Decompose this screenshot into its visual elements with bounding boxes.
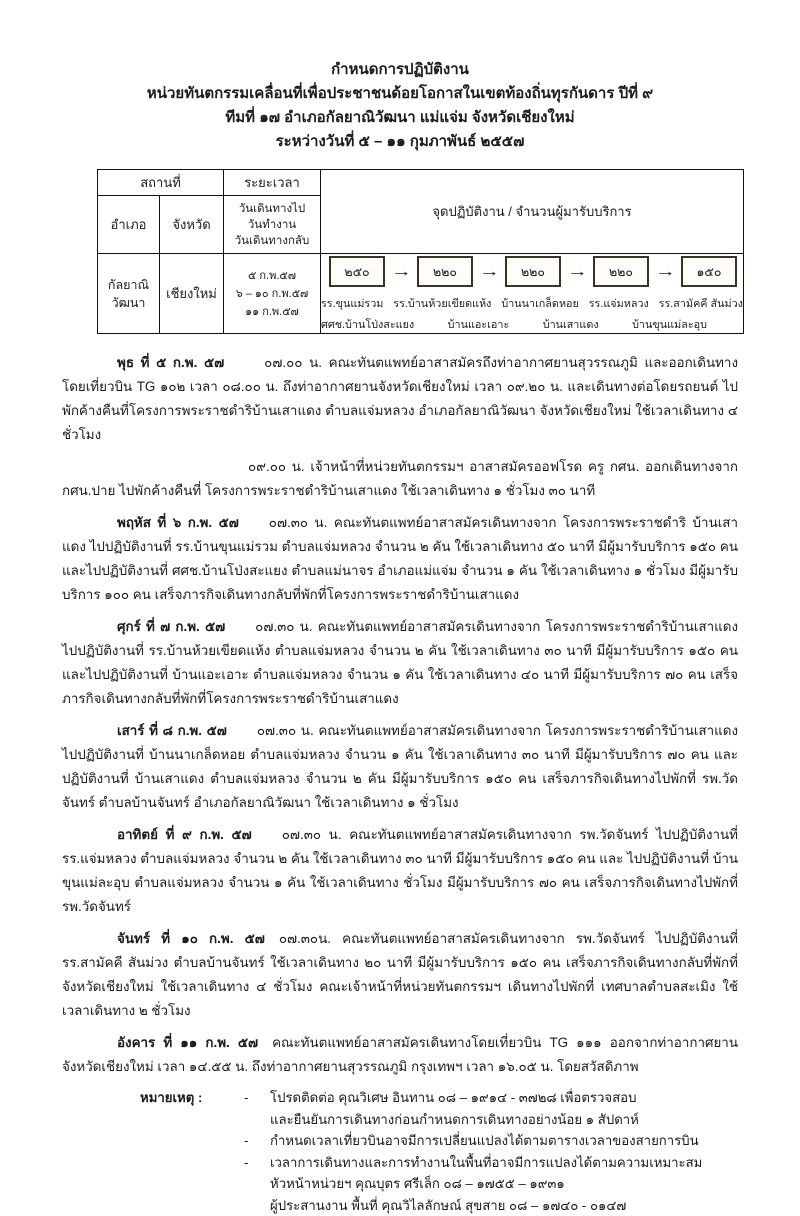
location-label: รร.บ้านห้วยเขียดแห้ง: [393, 295, 491, 312]
date-return: ๑๑ ก.พ.๕๗: [224, 303, 320, 321]
note-unit-head-contact: หัวหน้าหน่วยฯ คุณบุตร ศรีเล็ก ๐๘ – ๑๗๕๕ – ๑๙๓๑: [270, 1173, 702, 1195]
table-header-duration: ระยะเวลา: [224, 170, 321, 196]
table-header-duration-sub: [224, 196, 321, 254]
dash-bullet: -: [244, 1130, 270, 1152]
patient-count-box: ๒๕๐: [329, 256, 385, 287]
document-subtitle-team: ทีมที่ ๑๗ อำเภอกัลยาณิวัฒนา แม่แจ่ม จังหวัดเชียงใหม่: [62, 106, 738, 130]
note-contact-line2: และยืนยันการเดินทางก่อนกำหนดการเดินทางอย่างน้อย ๑ สัปดาห์: [270, 1109, 639, 1131]
duration-sub-return: วันเดินทางกลับ: [224, 233, 320, 249]
schedule-paragraph-mon: [62, 927, 738, 1023]
district-line1: กัลยาณิ: [98, 276, 159, 294]
notes-body: [244, 1087, 702, 1216]
day-label: ศุกร์ ที่ ๗ ก.พ. ๕๗: [117, 619, 225, 634]
patient-count-flow: [321, 254, 743, 287]
schedule-paragraph-wed-cont: [62, 455, 738, 503]
schedule-paragraph-sat: [62, 719, 738, 815]
location-label: รร.สามัคคี สันม่วง: [659, 295, 743, 312]
day-body: ๐๗.๓๐ น. คณะทันตแพทย์อาสาสมัครเดินทางจาก โครงการพระราชดำริบ้านเสาแดง ไปปฏิบัติงานที่ บ้านนาเกล็ดหอย ตำบลแจ่มหลวง จำนวน ๑ คัน ใช้เวลาเดินทาง ๓๐ นาที มีผู้มารับบริการ ๗๐ คน และปฏิบัติงานที่ บ้านเสาแดง ตำบลแจ่มหลวง จำนวน ๒ คัน มีผู้มารับบริการ ๑๕๐ คน เสร็จภารกิจเดินทางไปพักที่ รพ.วัดจันทร์ ตำบลบ้านจันทร์ อำเภอกัลยาณิวัฒนา ใช้เวลาเดินทาง ๑ ชั่วโมง: [62, 723, 738, 810]
note-text: [270, 1152, 702, 1216]
note-item-flight: [244, 1130, 702, 1152]
day-label: เสาร์ ที่ ๘ ก.พ. ๕๗: [117, 723, 227, 738]
patient-count-box: ๒๒๐: [505, 256, 561, 287]
day-label: อาทิตย์ ที่ ๙ ก.พ. ๕๗: [117, 827, 252, 842]
note-contact-line1: โปรดติดต่อ คุณวิเศษ อินทาน ๐๘ – ๑๙๑๔ - ๓๗๒๘ เพื่อตรวจสอบ: [270, 1087, 639, 1109]
duration-sub-outbound: วันเดินทางไป: [224, 201, 320, 217]
schedule-paragraph-tue: [62, 1031, 738, 1079]
day-body: ๐๗.๐๐ น. คณะทันตแพทย์อาสาสมัครถึงท่าอากาศยานสุวรรณภูมิ และออกเดินทางโดยเที่ยวบิน TG ๑๐๒ เวลา ๐๘.๐๐ น. ถึงท่าอากาศยานจังหวัดเชียงใหม่ เวลา ๐๙.๒๐ น. และเดินทางต่อโดยรถยนต์ ไปพักค้างคืนที่โครงการพระราชดำริบ้านเสาแดง ตำบลแจ่มหลวง อำเภอกัลยาณิวัฒนา จังหวัดเชียงใหม่ ใช้เวลาเดินทาง ๔ ชั่วโมง: [62, 355, 738, 442]
cell-service-points: [321, 254, 744, 334]
duration-sub-workdays: วันทำงาน: [224, 217, 320, 233]
arrow-right-icon: →: [391, 263, 412, 280]
table-header-location: สถานที่: [98, 170, 224, 196]
day-body: ๐๗.๓๐ น. คณะทันตแพทย์อาสาสมัครเดินทางจาก โครงการพระราชดำริบ้านเสาแดง ไปปฏิบัติงานที่ รร.บ้านห้วยเขียดแห้ง ตำบลแจ่มหลวง จำนวน ๒ คัน ใช้เวลาเดินทาง ๓๐ นาที มีผู้มารับบริการ ๑๕๐ คน และไปปฏิบัติงานที่ บ้านแอะเอาะ ตำบลแจ่มหลวง จำนวน ๑ คัน ใช้เวลาเดินทาง ๔๐ นาที มีผู้มารับบริการ ๗๐ คน เสร็จภารกิจเดินทางกลับที่พักที่โครงการพระราชดำริบ้านเสาแดง: [62, 619, 738, 706]
table-header-province: จังหวัด: [160, 196, 224, 254]
dash-bullet: -: [244, 1152, 270, 1216]
day-label: อังคาร ที่ ๑๑ ก.พ. ๕๗: [117, 1035, 258, 1050]
schedule-paragraph-fri: [62, 615, 738, 711]
patient-count-box: ๒๒๐: [417, 256, 473, 287]
location-label: รร.แจ่มหลวง: [589, 295, 649, 312]
patient-count-box: ๑๕๐: [681, 256, 737, 287]
day-body: ๐๙.๐๐ น. เจ้าหน้าที่หน่วยทันตกรรมฯ อาสาสมัครออฟโรด ครู กศน. ออกเดินทางจาก กศน.ปาย ไปพักค้างคืนที่ โครงการพระราชดำริบ้านเสาแดง ใช้เวลาเดินทาง ๑ ชั่วโมง ๓๐ นาที: [62, 459, 738, 498]
schedule-paragraph-sun: [62, 823, 738, 919]
date-workdays: ๖ – ๑๐ ก.พ.๕๗: [224, 285, 320, 303]
service-locations-line1: [321, 295, 743, 312]
notes-section: [62, 1087, 738, 1216]
arrow-right-icon: →: [479, 263, 500, 280]
service-locations-line2: [321, 316, 743, 333]
date-outbound: ๕ ก.พ.๕๗: [224, 267, 320, 285]
day-label: จันทร์ ที่ ๑๐ ก.พ. ๕๗: [117, 931, 265, 946]
cell-district: [98, 254, 160, 334]
day-body: คณะทันตแพทย์อาสาสมัครเดินทางโดยเที่ยวบิน TG ๑๑๑ ออกจากท่าอากาศยานจังหวัดเชียงใหม่ เวลา ๑๔.๕๕ น. ถึงท่าอากาศยานสุวรรณภูมิ กรุงเทพฯ เวลา ๑๖.๐๕ น. โดยสวัสดิภาพ: [62, 1035, 738, 1074]
document-title-block: [62, 58, 738, 154]
notes-label: หมายเหตุ :: [140, 1087, 226, 1216]
note-coordinator-contact: ผู้ประสานงาน พื้นที่ คุณวิไลลักษณ์ สุขสาย ๐๘ – ๑๗๔๐ - ๐๑๔๗: [270, 1195, 702, 1216]
daily-schedule: [62, 351, 738, 1079]
note-timing-line1: เวลาการเดินทางและการทำงานในพื้นที่อาจมีการแปลงได้ตามความเหมาะสม: [270, 1152, 702, 1174]
schedule-table: [97, 169, 744, 334]
document-subtitle-dates: ระหว่างวันที่ ๕ – ๑๑ กุมภาพันธ์ ๒๕๕๗: [62, 130, 738, 154]
document-title: กำหนดการปฏิบัติงาน: [62, 58, 738, 82]
district-line2: วัฒนา: [98, 294, 159, 312]
location-label: ศศช.บ้านโป่งสะแยง: [321, 316, 414, 333]
note-text: [270, 1130, 699, 1152]
location-label: บ้านนาเกล็ดหอย: [501, 295, 579, 312]
schedule-paragraph-thu: [62, 511, 738, 607]
table-header-service-point: จุดปฏิบัติงาน / จำนวนผู้มารับบริการ: [321, 170, 744, 254]
note-item-timing: [244, 1152, 702, 1216]
day-body: ๐๗.๓๐ น. คณะทันตแพทย์อาสาสมัครเดินทางจาก รพ.วัดจันทร์ ไปปฏิบัติงานที่ รร.แจ่มหลวง ตำบลแจ่มหลวง จำนวน ๒ คัน ใช้เวลาเดินทาง ๓๐ นาที มีผู้มารับบริการ ๑๕๐ คน และ ไปปฏิบัติงานที่ บ้านขุนแม่ละอุบ ตำบลแจ่มหลวง จำนวน ๑ คัน ใช้เวลาเดินทาง ชั่วโมง มีผู้มารับบริการ ๗๐ คน เสร็จภารกิจเดินทางไปพักที่ รพ.วัดจันทร์: [62, 827, 738, 914]
cell-province: เชียงใหม่: [160, 254, 224, 334]
cell-dates: [224, 254, 321, 334]
location-label: บ้านขุนแม่ละอุบ: [632, 316, 707, 333]
day-label: พฤหัส ที่ ๖ ก.พ. ๕๗: [117, 515, 239, 530]
arrow-right-icon: →: [567, 263, 588, 280]
note-text: [270, 1087, 639, 1130]
location-label: รร.ขุนแม่รวม: [321, 295, 383, 312]
schedule-paragraph-wed: [62, 351, 738, 447]
note-flight-line1: กำหนดเวลาเที่ยวบินอาจมีการเปลี่ยนแปลงได้ตามตารางเวลาของสายการบิน: [270, 1130, 699, 1152]
day-body: ๐๗.๓๐ น. คณะทันตแพทย์อาสาสมัครเดินทางจาก โครงการพระราชดำริ บ้านเสาแดง ไปปฏิบัติงานที่ รร.บ้านขุนแม่รวม ตำบลแจ่มหลวง จำนวน ๒ คัน ใช้เวลาเดินทาง ๕๐ นาที มีผู้มารับบริการ ๑๕๐ คน และไปปฏิบัติงานที่ ศศช.บ้านโป่งสะแยง ตำบลแม่นาจร อำเภอแม่แจ่ม จำนวน ๑ คัน ใช้เวลาเดินทาง ๑ ชั่วโมง มีผู้มารับบริการ ๑๐๐ คน เสร็จภารกิจเดินทางกลับที่พักที่โครงการพระราชดำริบ้านเสาแดง: [62, 515, 738, 602]
patient-count-box: ๒๒๐: [593, 256, 649, 287]
day-label: พุธ ที่ ๕ ก.พ. ๕๗: [117, 355, 224, 370]
location-label: บ้านแอะเอาะ: [448, 316, 510, 333]
note-item-contact: [244, 1087, 702, 1130]
arrow-right-icon: →: [655, 263, 676, 280]
location-label: บ้านเสาแดง: [543, 316, 599, 333]
document-subtitle-unit: หน่วยทันตกรรมเคลื่อนที่เพื่อประชาชนด้อยโอกาสในเขตท้องถิ่นทุรกันดาร ปีที่ ๙: [62, 82, 738, 106]
table-row: [98, 254, 744, 334]
table-header-district: อำเภอ: [98, 196, 160, 254]
dash-bullet: -: [244, 1087, 270, 1130]
day-body: ๐๗.๓๐น. คณะทันตแพทย์อาสาสมัครเดินทางจาก รพ.วัดจันทร์ ไปปฏิบัติงานที่ รร.สามัคคี สันม่วง ตำบลบ้านจันทร์ ใช้เวลาเดินทาง ๒๐ นาที มีผู้มารับบริการ ๑๕๐ คน เสร็จภารกิจเดินทางกลับที่พักที่จังหวัดเชียงใหม่ ใช้เวลาเดินทาง ๔ ชั่วโมง คณะเจ้าหน้าที่หน่วยทันตกรรมฯ เดินทางไปพักที่ เทศบาลตำบลสะเมิง ใช้เวลาเดินทาง ๒ ชั่วโมง: [62, 931, 738, 1018]
